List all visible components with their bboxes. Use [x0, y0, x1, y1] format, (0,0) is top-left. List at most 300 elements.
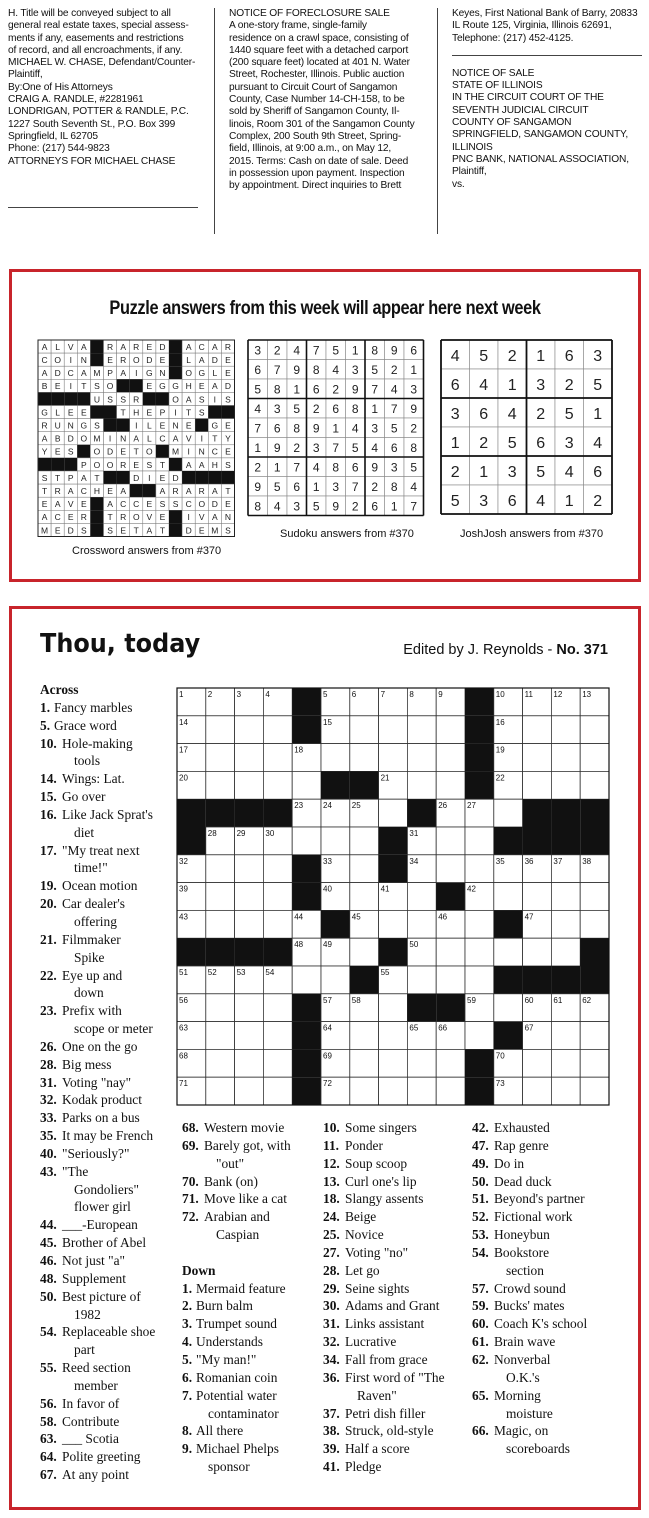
- notice-line: ATTORNEYS FOR MICHAEL CHASE: [8, 155, 176, 167]
- grid-cell[interactable]: [436, 855, 465, 883]
- grid-cell[interactable]: [436, 771, 465, 799]
- grid-cell[interactable]: [206, 994, 235, 1022]
- clue-text: Exhausted: [494, 1120, 550, 1135]
- grid-cell[interactable]: [206, 855, 235, 883]
- grid-cell[interactable]: [350, 855, 379, 883]
- answer-letter: A: [67, 486, 74, 496]
- clue-item: [323, 1458, 473, 1476]
- grid-cell[interactable]: [494, 799, 523, 827]
- grid-cell[interactable]: [263, 744, 292, 772]
- grid-cell[interactable]: [436, 1077, 465, 1105]
- joshjosh-digit: 1: [593, 406, 603, 423]
- answer-letter: L: [55, 341, 61, 352]
- sudoku-digit: 9: [332, 499, 340, 514]
- clue-item: [40, 1002, 180, 1038]
- black-square: [169, 353, 182, 366]
- clue-number: 12: [553, 690, 563, 699]
- grid-cell[interactable]: [350, 1022, 379, 1050]
- joshjosh-digit: 2: [479, 435, 489, 452]
- clue-number: 60: [524, 995, 534, 1005]
- sudoku-digit: 5: [312, 499, 320, 514]
- answer-letter: I: [174, 407, 177, 418]
- clue-item-number: 28.: [40, 1056, 57, 1072]
- grid-cell[interactable]: [580, 1022, 609, 1050]
- grid-cell[interactable]: [436, 716, 465, 744]
- crossword-answers-caption: Crossword answers from #370: [72, 545, 222, 557]
- grid-cell[interactable]: [580, 1077, 609, 1105]
- grid-cell[interactable]: [580, 883, 609, 911]
- clue-item-number: 69.: [182, 1137, 199, 1153]
- clue-item: [472, 1333, 612, 1351]
- clue-item: [472, 1422, 612, 1458]
- grid-cell[interactable]: [407, 716, 436, 744]
- notice-line: Phone: (217) 544-9823: [8, 143, 110, 155]
- grid-cell[interactable]: [263, 716, 292, 744]
- answer-letter: C: [198, 341, 205, 352]
- clue-item: [182, 1422, 322, 1440]
- answer-letter: A: [120, 486, 126, 496]
- grid-cell[interactable]: [379, 1077, 408, 1105]
- grid-cell[interactable]: [436, 827, 465, 855]
- clue-item: [323, 1226, 473, 1244]
- black-square: [263, 938, 292, 966]
- clue-text: Rap genre: [494, 1137, 549, 1153]
- grid-cell[interactable]: [235, 1022, 264, 1050]
- grid-cell[interactable]: [263, 855, 292, 883]
- grid-cell[interactable]: [407, 1077, 436, 1105]
- grid-cell[interactable]: [407, 1049, 436, 1077]
- grid-cell[interactable]: [379, 716, 408, 744]
- clue-text: Car dealer's: [62, 896, 126, 912]
- grid-cell[interactable]: [235, 716, 264, 744]
- grid-cell[interactable]: [551, 938, 580, 966]
- black-square: [156, 445, 169, 458]
- clue-item: [323, 1351, 473, 1369]
- grid-cell[interactable]: [551, 1077, 580, 1105]
- grid-cell[interactable]: [465, 855, 494, 883]
- clue-item-number: 65.: [472, 1387, 489, 1403]
- grid-cell[interactable]: [206, 883, 235, 911]
- grid-cell[interactable]: [523, 1049, 552, 1077]
- sudoku-digit: 5: [410, 460, 418, 475]
- grid-cell[interactable]: [523, 1077, 552, 1105]
- grid-cell[interactable]: [436, 966, 465, 994]
- sudoku-digit: 1: [390, 499, 398, 514]
- clue-item: [40, 1145, 180, 1163]
- notice-divider: [452, 55, 642, 56]
- black-square: [177, 938, 206, 966]
- answer-letter: G: [80, 420, 88, 431]
- sudoku-digit: 4: [312, 460, 320, 475]
- grid-cell[interactable]: [551, 883, 580, 911]
- grid-cell[interactable]: [235, 1077, 264, 1105]
- clue-item: [182, 1387, 322, 1423]
- clue-item: [472, 1387, 612, 1423]
- grid-cell[interactable]: [263, 883, 292, 911]
- clue-item: [323, 1369, 473, 1405]
- answer-letter: A: [185, 341, 192, 352]
- sudoku-digit: 4: [410, 480, 418, 494]
- black-square: [208, 471, 221, 484]
- grid-cell[interactable]: [379, 799, 408, 827]
- clue-item: [40, 1216, 180, 1234]
- clue-item-number: 40.: [40, 1145, 57, 1161]
- grid-cell[interactable]: [436, 744, 465, 772]
- grid-cell[interactable]: [465, 938, 494, 966]
- grid-cell[interactable]: [263, 910, 292, 938]
- clue-number: 35: [495, 856, 505, 866]
- clue-item: [40, 1074, 180, 1092]
- answer-letter: E: [146, 499, 153, 510]
- clue-item: [323, 1155, 473, 1173]
- sudoku-digit: 3: [332, 480, 340, 494]
- clue-item: [472, 1297, 612, 1315]
- clue-text: Soup scoop: [345, 1155, 408, 1171]
- grid-cell[interactable]: [551, 744, 580, 772]
- sudoku-digit: 3: [351, 363, 359, 377]
- sudoku-digit: 9: [293, 363, 301, 377]
- answer-letter: N: [224, 512, 232, 523]
- answer-letter: Y: [41, 446, 48, 457]
- clue-item: [323, 1440, 473, 1458]
- answer-letter: D: [159, 341, 166, 352]
- answer-letter: S: [81, 525, 87, 536]
- clue-text: Filmmaker: [62, 931, 121, 947]
- grid-cell[interactable]: [407, 744, 436, 772]
- clue-text: Fall from grace: [345, 1351, 428, 1367]
- notice-line: ments if any, easements and restrictions: [8, 32, 184, 44]
- grid-cell[interactable]: [235, 994, 264, 1022]
- sudoku-digit: 9: [351, 382, 359, 397]
- grid-cell[interactable]: [321, 744, 350, 772]
- notice-line: general real estate taxes, special assess-: [8, 20, 189, 32]
- black-square: [292, 1049, 321, 1077]
- grid-cell[interactable]: [379, 1022, 408, 1050]
- notice-line: NOTICE OF FORECLOSURE SALE: [229, 8, 390, 19]
- grid-cell[interactable]: [235, 883, 264, 911]
- notice-line: LONDRIGAN, POTTER & RANDLE, P.C.: [8, 106, 189, 118]
- answer-letter: T: [55, 472, 61, 483]
- grid-cell[interactable]: [206, 910, 235, 938]
- grid-cell[interactable]: [379, 744, 408, 772]
- grid-cell[interactable]: [407, 966, 436, 994]
- clue-item-number: 50.: [40, 1288, 57, 1304]
- joshjosh-digit: 6: [450, 377, 460, 394]
- grid-cell[interactable]: [235, 1049, 264, 1077]
- black-square: [379, 938, 408, 966]
- answer-letter: I: [213, 394, 217, 405]
- clue-text: scoreboards: [506, 1441, 570, 1457]
- across-clues-continued: [182, 1119, 322, 1476]
- answer-letter: E: [120, 446, 126, 457]
- black-square: [156, 392, 169, 405]
- grid-cell[interactable]: [523, 938, 552, 966]
- answer-letter: R: [198, 486, 205, 496]
- grid-cell[interactable]: [350, 938, 379, 966]
- grid-cell[interactable]: [379, 910, 408, 938]
- sudoku-digit: 4: [332, 363, 340, 377]
- black-square: [292, 1022, 321, 1050]
- crossword-answer-grid: [37, 339, 235, 537]
- sudoku-digit: 1: [410, 363, 418, 377]
- grid-cell[interactable]: [494, 938, 523, 966]
- clue-item-number: 28.: [323, 1262, 340, 1278]
- answer-letter: D: [224, 381, 232, 392]
- answer-letter: A: [185, 486, 192, 496]
- clue-item-number: 2.: [182, 1298, 193, 1314]
- sudoku-digit: 6: [312, 382, 320, 397]
- clue-item: [182, 1190, 322, 1208]
- grid-cell[interactable]: [235, 744, 264, 772]
- joshjosh-digit: 5: [593, 377, 603, 394]
- clue-text: Some singers: [345, 1120, 417, 1135]
- grid-cell[interactable]: [465, 966, 494, 994]
- clue-text: Burn balm: [196, 1298, 253, 1314]
- answer-letter: E: [146, 341, 153, 352]
- grid-cell[interactable]: [523, 716, 552, 744]
- answer-letter: E: [159, 420, 166, 431]
- clue-item: [472, 1173, 612, 1191]
- black-square: [379, 855, 408, 883]
- answer-letter: O: [54, 355, 61, 365]
- clue-item-number: 68.: [182, 1120, 199, 1135]
- answer-letter: I: [200, 433, 203, 444]
- clue-item: [323, 1315, 473, 1333]
- clue-text: Voting "nay": [62, 1074, 132, 1090]
- sudoku-answers-caption: Sudoku answers from #370: [280, 528, 414, 540]
- grid-cell[interactable]: [494, 883, 523, 911]
- sudoku-digit: 3: [410, 382, 418, 397]
- answer-letter: S: [225, 525, 231, 536]
- grid-cell[interactable]: [321, 827, 350, 855]
- grid-cell[interactable]: [551, 1022, 580, 1050]
- grid-cell[interactable]: [350, 744, 379, 772]
- clue-item-number: 9.: [182, 1441, 193, 1457]
- clue-text: part: [74, 1342, 95, 1358]
- answer-letter: V: [198, 512, 205, 523]
- clue-number: 71: [179, 1079, 188, 1089]
- black-square: [321, 910, 350, 938]
- clue-item: [182, 1369, 322, 1387]
- clue-item: [323, 1297, 473, 1315]
- grid-cell[interactable]: [580, 744, 609, 772]
- grid-cell[interactable]: [580, 716, 609, 744]
- grid-cell[interactable]: [350, 827, 379, 855]
- clue-number: 47: [524, 912, 534, 922]
- clue-text: Hole-making: [62, 735, 133, 751]
- sudoku-digit: 9: [410, 402, 418, 416]
- grid-cell[interactable]: [263, 1022, 292, 1050]
- column-divider: [437, 8, 438, 234]
- grid-cell[interactable]: [407, 883, 436, 911]
- grid-cell[interactable]: [580, 771, 609, 799]
- grid-cell[interactable]: [465, 1022, 494, 1050]
- grid-cell[interactable]: [350, 716, 379, 744]
- clue-number: 45: [351, 912, 361, 922]
- answer-letter: E: [146, 407, 153, 418]
- black-square: [208, 406, 221, 419]
- clue-number: 53: [236, 968, 246, 977]
- answer-letter: R: [120, 512, 127, 523]
- grid-cell[interactable]: [379, 1049, 408, 1077]
- grid-cell[interactable]: [551, 1049, 580, 1077]
- clue-text: Caspian: [216, 1227, 260, 1243]
- joshjosh-digit: 6: [507, 493, 517, 510]
- grid-cell[interactable]: [206, 744, 235, 772]
- clue-item: [472, 1351, 612, 1387]
- clue-text: member: [74, 1377, 118, 1393]
- answer-letter: B: [54, 433, 61, 444]
- grid-cell[interactable]: [436, 1049, 465, 1077]
- grid-cell[interactable]: [551, 771, 580, 799]
- grid-cell[interactable]: [523, 744, 552, 772]
- grid-cell[interactable]: [206, 1022, 235, 1050]
- answer-letter: H: [211, 459, 218, 470]
- clue-item-number: 55.: [40, 1360, 57, 1376]
- clue-item-number: 5.: [182, 1351, 193, 1367]
- clue-number: 21: [380, 773, 390, 783]
- grid-cell[interactable]: [235, 910, 264, 938]
- clue-item: [40, 1234, 180, 1252]
- sudoku-digit: 8: [273, 382, 281, 397]
- clue-text: Coach K's school: [494, 1316, 588, 1332]
- black-square: [90, 523, 103, 536]
- answer-letter: I: [135, 420, 138, 431]
- black-square: [206, 799, 235, 827]
- clue-number: 20: [179, 773, 188, 783]
- grid-cell[interactable]: [235, 855, 264, 883]
- notice-line: Springfield, IL 62705: [8, 130, 98, 142]
- answer-letter: R: [133, 341, 140, 352]
- answer-letter: S: [41, 472, 48, 483]
- answer-letter: D: [133, 472, 140, 483]
- black-square: [64, 458, 77, 471]
- sudoku-digit: 5: [371, 363, 379, 377]
- clue-text: "out": [216, 1155, 245, 1171]
- clue-item-number: 56.: [40, 1395, 57, 1411]
- grid-cell[interactable]: [206, 1049, 235, 1077]
- joshjosh-digit: 4: [479, 377, 489, 394]
- grid-cell[interactable]: [407, 910, 436, 938]
- clue-item: [40, 1323, 180, 1359]
- clue-item: [40, 806, 180, 842]
- clue-text: Seine sights: [345, 1280, 410, 1296]
- grid-cell[interactable]: [206, 771, 235, 799]
- grid-cell[interactable]: [580, 910, 609, 938]
- answer-letter: O: [132, 512, 140, 523]
- clue-item-number: 31.: [323, 1316, 340, 1332]
- grid-cell[interactable]: [206, 716, 235, 744]
- clue-item: [182, 1119, 322, 1137]
- sudoku-digit: 1: [293, 382, 301, 397]
- grid-cell[interactable]: [235, 771, 264, 799]
- grid-cell[interactable]: [350, 1077, 379, 1105]
- notice-line: 1440 square feet with a detached carport: [229, 44, 409, 56]
- clue-item-number: 42.: [472, 1120, 489, 1135]
- notice-line: Plaintiff,: [8, 69, 43, 81]
- answer-letter: H: [185, 381, 192, 392]
- grid-cell[interactable]: [551, 910, 580, 938]
- grid-cell[interactable]: [263, 1049, 292, 1077]
- clue-text: Brother of Abel: [62, 1235, 147, 1251]
- grid-cell[interactable]: [263, 1077, 292, 1105]
- clue-text: Beyond's partner: [494, 1191, 585, 1207]
- clue-number: 28: [207, 829, 217, 838]
- clue-text: Lucrative: [345, 1334, 397, 1350]
- grid-cell[interactable]: [350, 883, 379, 911]
- clue-item-number: 14.: [40, 771, 57, 787]
- grid-cell[interactable]: [465, 910, 494, 938]
- grid-cell[interactable]: [523, 771, 552, 799]
- clue-item-number: 13.: [323, 1173, 340, 1189]
- grid-cell[interactable]: [465, 827, 494, 855]
- crossword-puzzle-box: [9, 606, 641, 1510]
- answer-letter: P: [81, 459, 87, 470]
- clue-number: 34: [409, 856, 419, 866]
- grid-cell[interactable]: [523, 883, 552, 911]
- clue-item-number: 38.: [323, 1423, 340, 1439]
- grid-cell[interactable]: [407, 771, 436, 799]
- sudoku-digit: 8: [312, 363, 320, 377]
- clue-item-number: 70.: [182, 1173, 199, 1189]
- sudoku-digit: 2: [312, 402, 320, 416]
- sudoku-digit: 6: [273, 421, 281, 436]
- notice-line: vs.: [452, 178, 465, 190]
- sudoku-digit: 8: [410, 441, 418, 455]
- grid-cell[interactable]: [292, 827, 321, 855]
- grid-cell[interactable]: [292, 966, 321, 994]
- answer-letter: E: [198, 381, 205, 392]
- grid-cell[interactable]: [436, 938, 465, 966]
- sudoku-digit: 2: [273, 343, 281, 358]
- grid-cell[interactable]: [321, 966, 350, 994]
- notice-line: residence on a crawl space, consisting of: [229, 32, 409, 44]
- clue-text: moisture: [506, 1405, 553, 1421]
- grid-cell[interactable]: [379, 994, 408, 1022]
- grid-cell[interactable]: [494, 994, 523, 1022]
- black-square: [465, 771, 494, 799]
- grid-cell[interactable]: [206, 1077, 235, 1105]
- black-square: [221, 406, 234, 419]
- clue-text: 1982: [74, 1306, 101, 1322]
- answer-letter: N: [198, 446, 205, 457]
- black-square: [465, 744, 494, 772]
- clue-item-number: 27.: [323, 1244, 340, 1260]
- answer-letter: A: [41, 341, 48, 352]
- grid-cell[interactable]: [551, 716, 580, 744]
- notice-line: sold by Sheriff of Sangamon County, Il-: [229, 106, 400, 118]
- grid-cell[interactable]: [350, 1049, 379, 1077]
- grid-cell[interactable]: [263, 994, 292, 1022]
- clue-item-number: 7.: [182, 1387, 193, 1403]
- black-square: [292, 1077, 321, 1105]
- black-square: [494, 827, 523, 855]
- clue-item-number: 1.: [182, 1280, 193, 1296]
- black-square: [104, 406, 117, 419]
- grid-cell[interactable]: [263, 771, 292, 799]
- black-square: [494, 966, 523, 994]
- black-square: [182, 471, 195, 484]
- answer-letter: R: [172, 486, 179, 496]
- answer-letter: E: [198, 525, 205, 536]
- grid-cell[interactable]: [580, 1049, 609, 1077]
- clue-text: Prefix with: [62, 1003, 122, 1019]
- black-square: [465, 688, 494, 716]
- answer-letter: E: [225, 499, 231, 510]
- grid-cell[interactable]: [292, 771, 321, 799]
- clue-text: Go over: [62, 789, 106, 805]
- clue-item-number: 33.: [40, 1110, 57, 1126]
